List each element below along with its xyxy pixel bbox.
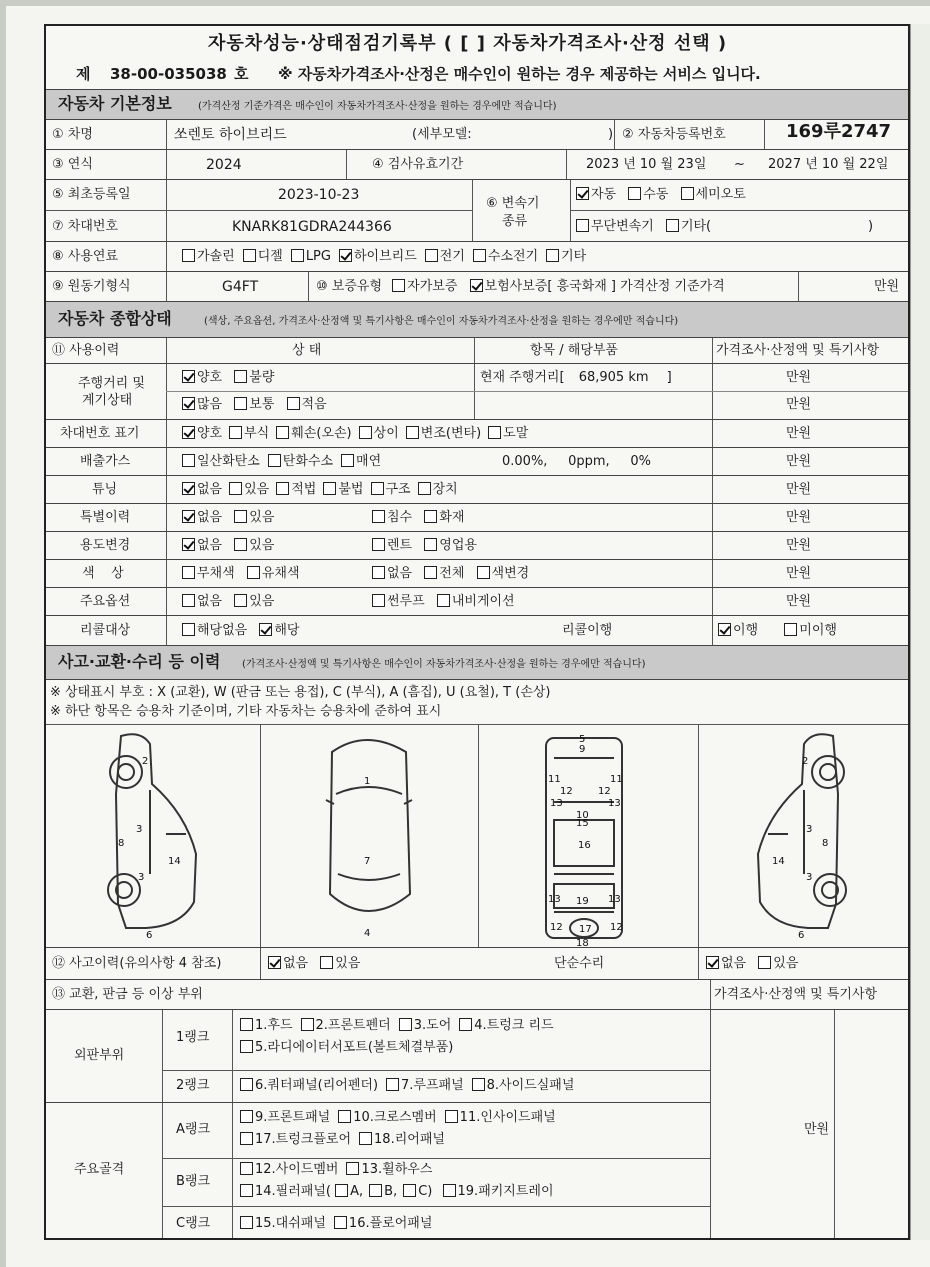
exterior-label: 외판부위 bbox=[74, 1048, 125, 1063]
row-first-reg-vin bbox=[46, 180, 908, 242]
rankA2-option-label: 18.리어패널 bbox=[374, 1132, 445, 1147]
emission-checkbox-1[interactable] bbox=[182, 454, 195, 467]
row-vin-mark bbox=[46, 420, 908, 448]
top-view-car-outline bbox=[330, 740, 410, 911]
rankC-option-label: 16.플로어패널 bbox=[348, 1216, 433, 1231]
rankC-checkbox-1[interactable] bbox=[240, 1216, 253, 1229]
left-rear-wheel bbox=[108, 874, 140, 906]
row-abnormal-header bbox=[46, 980, 908, 1010]
recall-options: 해당없음 해당 bbox=[182, 623, 300, 639]
rent-checkbox[interactable] bbox=[372, 538, 385, 551]
section-accident bbox=[46, 646, 908, 680]
left-diagram-part-number: 6 bbox=[146, 930, 153, 941]
first-reg-label: ⑤ 최초등록일 bbox=[52, 187, 131, 202]
mileage-amount-options: 많음 보통 적음 bbox=[182, 397, 327, 413]
fuel-label: ⑧ 사용연료 bbox=[52, 249, 119, 264]
right-front-wheel bbox=[812, 756, 844, 788]
rank2-option-label: 8.사이드실패널 bbox=[486, 1078, 575, 1093]
rank1-checkbox-4[interactable] bbox=[459, 1018, 472, 1031]
emission-checkbox-3[interactable] bbox=[341, 454, 354, 467]
top-diagram-part-number: 1 bbox=[364, 776, 371, 787]
purpose-won: 만원 bbox=[786, 538, 812, 553]
simple-yes-checkbox[interactable] bbox=[758, 956, 771, 969]
vin-mark-option-label: 변조(변타) bbox=[420, 426, 482, 441]
right-diagram-part-number: 8 bbox=[822, 838, 829, 849]
tuning-checkbox-2[interactable] bbox=[229, 482, 242, 495]
car-name: 쏘렌토 하이브리드 bbox=[174, 127, 287, 143]
section-basic-note: (가격산정 기준가격은 매수인이 자동차가격조사·산정을 원하는 경우에만 적습니다) bbox=[198, 101, 557, 112]
vin-mark-checkbox-3[interactable] bbox=[276, 426, 289, 439]
frame-diagram-part-number: 15 bbox=[576, 818, 589, 829]
section-basic-info bbox=[46, 90, 908, 120]
transmission-row1: 자동 수동 세미오토 bbox=[576, 187, 746, 203]
rank1-checkbox-3[interactable] bbox=[399, 1018, 412, 1031]
section-basic-title: 자동차 기본정보 bbox=[58, 94, 172, 113]
rankB-items-line2: 14.필러패널( A, B, C) 19.패키지트레이 bbox=[240, 1184, 554, 1200]
fuel-checkbox-6[interactable] bbox=[473, 249, 486, 262]
row-tuning bbox=[46, 476, 908, 504]
vin-mark-option-label: 양호 bbox=[197, 426, 223, 441]
tuning-option-label: 불법 bbox=[338, 482, 364, 497]
purpose-yes-checkbox[interactable] bbox=[234, 538, 247, 551]
recall-yes-checkbox[interactable] bbox=[259, 623, 272, 636]
inspection-from: 2023 년 10 월 23일 bbox=[586, 157, 707, 172]
tuning-checkbox-4[interactable] bbox=[323, 482, 336, 495]
purpose-types: 렌트 영업용 bbox=[372, 538, 477, 554]
vin-mark-checkbox-6[interactable] bbox=[488, 426, 501, 439]
rankA-checkbox-2[interactable] bbox=[338, 1110, 351, 1123]
color-change-checkbox[interactable] bbox=[477, 566, 490, 579]
tuning-option-label: 구조 bbox=[385, 482, 411, 497]
mileage-bad-checkbox[interactable] bbox=[234, 370, 247, 383]
col-price: 가격조사·산정액 및 특기사항 bbox=[716, 343, 880, 358]
rank1-label: 1랭크 bbox=[176, 1030, 210, 1045]
rankC-checkbox-2[interactable] bbox=[334, 1216, 347, 1229]
legend-note: ※ 하단 항목은 승용차 기준이며, 기타 자동차는 승용차에 준하여 표시 bbox=[50, 704, 442, 719]
color-options: 무채색 유채색 bbox=[182, 566, 300, 582]
inspection-label: ④ 검사유효기간 bbox=[372, 157, 464, 172]
mileage-normal-checkbox[interactable] bbox=[234, 397, 247, 410]
frame-diagram-part-number: 16 bbox=[578, 840, 591, 851]
vin-mark-option-label: 도말 bbox=[503, 426, 529, 441]
rank2-items bbox=[240, 1078, 582, 1094]
pillar-option-label: B, bbox=[384, 1184, 398, 1199]
sunroof-checkbox[interactable] bbox=[372, 594, 385, 607]
pillar-option-label: A, bbox=[350, 1184, 364, 1199]
vin-mark-option-label: 부식 bbox=[244, 426, 270, 441]
abnormal-label: ⑬ 교환, 판금 등 이상 부위 bbox=[52, 987, 203, 1002]
color-label: 색 상 bbox=[82, 566, 124, 581]
recall-na-checkbox[interactable] bbox=[182, 623, 195, 636]
rank1-checkbox-1[interactable] bbox=[240, 1018, 253, 1031]
history-none-checkbox[interactable] bbox=[268, 956, 281, 969]
fuel-option-label: 디젤 bbox=[257, 249, 283, 264]
emission-option-label: 매연 bbox=[356, 454, 382, 469]
vin-mark-label: 차대번호 표기 bbox=[60, 426, 140, 441]
rank2-option-label: 6.쿼터패널(리어펜더) bbox=[255, 1078, 379, 1093]
rankA-items-line1 bbox=[240, 1110, 564, 1126]
col-item: 항목 / 해당부품 bbox=[530, 343, 618, 358]
row-main-options bbox=[46, 588, 908, 616]
parts-table bbox=[46, 1010, 908, 1238]
section-accident-note: (가격조사·산정액 및 특기사항은 매수인이 자동차가격조사·산정을 원하는 경우에만 적습니다) bbox=[242, 659, 646, 670]
frame-diagram-part-number: 18 bbox=[576, 938, 589, 948]
right-diagram-part-number: 3 bbox=[806, 824, 813, 835]
fuel-checkbox-1[interactable] bbox=[182, 249, 195, 262]
frame-diagram-part-number: 9 bbox=[579, 744, 586, 755]
tuning-option-label: 없음 bbox=[197, 482, 223, 497]
fuel-options bbox=[182, 249, 594, 265]
rankA-option-label: 10.크로스멤버 bbox=[353, 1110, 437, 1125]
left-front-wheel bbox=[110, 756, 142, 788]
emission-values: 0.00%, 0ppm, 0% bbox=[502, 454, 651, 469]
overall-col-header bbox=[46, 338, 908, 364]
rankB-items-line1 bbox=[240, 1162, 440, 1178]
right-diagram-part-number: 14 bbox=[772, 856, 785, 867]
transmission-label-2: 종류 bbox=[502, 214, 528, 229]
tuning-checkbox-1[interactable] bbox=[182, 482, 195, 495]
col-state: 상 태 bbox=[292, 343, 322, 358]
row-mileage bbox=[46, 364, 908, 420]
adjacent-page-edge bbox=[910, 24, 930, 1240]
purpose-options: 없음 있음 bbox=[182, 538, 274, 554]
history-options: 없음 있음 bbox=[268, 956, 360, 972]
right-diagram-part-number: 6 bbox=[798, 930, 805, 941]
flood-checkbox[interactable] bbox=[372, 510, 385, 523]
frame-diagram-part-number: 13 bbox=[550, 798, 563, 809]
emission-option-label: 일산화탄소 bbox=[197, 454, 260, 469]
col-history: ⑪ 사용이력 bbox=[52, 343, 120, 358]
vin-label: ⑦ 차대번호 bbox=[52, 219, 119, 234]
frame-diagram-part-number: 12 bbox=[610, 922, 623, 933]
frame-diagram-part-number: 12 bbox=[550, 922, 563, 933]
frame-label: 주요골격 bbox=[74, 1162, 125, 1177]
recall-label: 리콜대상 bbox=[80, 623, 131, 638]
top-diagram-part-number: 4 bbox=[364, 928, 371, 939]
row-special-history bbox=[46, 504, 908, 532]
warranty-label: ⑩ 보증유형 bbox=[316, 279, 383, 294]
vin-mark-checkbox-5[interactable] bbox=[406, 426, 419, 439]
tuning-option-label: 있음 bbox=[244, 482, 270, 497]
emission-options bbox=[182, 454, 389, 470]
tuning-checkbox-6[interactable] bbox=[418, 482, 431, 495]
form-header bbox=[46, 26, 908, 90]
row-accident-history bbox=[46, 948, 908, 980]
vin-mark-checkbox-1[interactable] bbox=[182, 426, 195, 439]
rank1-option-label: 2.프론트펜더 bbox=[315, 1018, 391, 1033]
vin-mark-option-label: 훼손(오손) bbox=[291, 426, 352, 441]
section-overall-note: (색상, 주요옵션, 가격조사·산정액 및 특기사항은 매수인이 자동차가격조사·산정을 원하는 경우에만 적습니다) bbox=[204, 316, 679, 327]
warranty-row: ⑩ 보증유형 자가보증 보험사보증[ 흥국화재 ] 가격산정 기준가격 bbox=[316, 279, 725, 294]
year: 2024 bbox=[206, 157, 242, 173]
rankC-option-label: 15.대쉬패널 bbox=[255, 1216, 326, 1231]
rankB-option-label: 12.사이드멤버 bbox=[255, 1162, 339, 1177]
fuel-checkbox-5[interactable] bbox=[425, 249, 438, 262]
accident-legend bbox=[46, 680, 908, 724]
rank1-option-label: 1.후드 bbox=[255, 1018, 293, 1033]
legend-symbols: ※ 상태표시 부호 : X (교환), W (판금 또는 용접), C (부식), A (흠집), U (요철), T (손상) bbox=[50, 685, 551, 700]
row-engine bbox=[46, 272, 908, 302]
rank1-checkbox-2[interactable] bbox=[301, 1018, 314, 1031]
special-types: 침수 화재 bbox=[372, 510, 464, 526]
detail-model-label: (세부모델: bbox=[412, 127, 472, 142]
year-label: ③ 연식 bbox=[52, 157, 93, 172]
frame-diagram-part-number: 13 bbox=[608, 798, 621, 809]
form-title: 자동차성능·상태점검기록부 ( [ ] 자동차가격조사·산정 선택 ) bbox=[208, 33, 728, 54]
current-mileage-row: 현재 주행거리[ 68,905 km ] bbox=[480, 370, 672, 385]
vin-mark-options bbox=[182, 426, 535, 442]
chromatic-checkbox[interactable] bbox=[247, 566, 260, 579]
frame-diagram-part-number: 10 bbox=[576, 810, 589, 821]
rankA-label: A랭크 bbox=[176, 1122, 211, 1137]
certificate-number: 38-00-035038 bbox=[110, 65, 227, 83]
mileage-label-2: 계기상태 bbox=[82, 393, 133, 408]
no-label: 제 bbox=[76, 65, 91, 83]
fuel-checkbox-7[interactable] bbox=[546, 249, 559, 262]
parts-won: 만원 bbox=[804, 1122, 830, 1137]
mileage-gauge-options: 양호 불량 bbox=[182, 370, 274, 386]
rank2-checkbox-2[interactable] bbox=[386, 1078, 399, 1091]
abnormal-price-col: 가격조사·산정액 및 특기사항 bbox=[714, 987, 878, 1002]
emission-label: 배출가스 bbox=[80, 454, 131, 469]
frame-diagram-part-number: 12 bbox=[560, 786, 573, 797]
rankA2-checkbox-1[interactable] bbox=[240, 1132, 253, 1145]
left-diagram-part-number: 3 bbox=[136, 824, 143, 835]
section-overall-state bbox=[46, 302, 908, 338]
rankA-option-label: 11.인사이드패널 bbox=[459, 1110, 556, 1125]
special-options: 없음 있음 bbox=[182, 510, 274, 526]
current-mileage: 68,905 km bbox=[578, 370, 649, 385]
mileage-many-checkbox[interactable] bbox=[182, 397, 195, 410]
fuel-checkbox-2[interactable] bbox=[243, 249, 256, 262]
car-diagrams bbox=[46, 724, 908, 948]
simple-none-checkbox[interactable] bbox=[706, 956, 719, 969]
right-rear-wheel bbox=[814, 874, 846, 906]
section-accident-title: 사고·교환·수리 등 이력 bbox=[58, 652, 221, 671]
frame-diagram-part-number: 12 bbox=[598, 786, 611, 797]
tuning-checkbox-5[interactable] bbox=[371, 482, 384, 495]
fuel-checkbox-4[interactable] bbox=[339, 249, 352, 262]
emission-won: 만원 bbox=[786, 454, 812, 469]
rankB-checkbox-2[interactable] bbox=[346, 1162, 359, 1175]
emission-checkbox-2[interactable] bbox=[268, 454, 281, 467]
row-car-name bbox=[46, 120, 908, 150]
section-overall-title: 자동차 종합상태 bbox=[58, 309, 172, 328]
navigation-checkbox[interactable] bbox=[437, 594, 450, 607]
vin-mark-checkbox-4[interactable] bbox=[359, 426, 372, 439]
engine-type: G4FT bbox=[222, 279, 259, 295]
tuning-options bbox=[182, 482, 465, 498]
tuning-option-label: 적법 bbox=[291, 482, 317, 497]
rankA-checkbox-1[interactable] bbox=[240, 1110, 253, 1123]
history-yes-checkbox[interactable] bbox=[320, 956, 333, 969]
rankA-option-label: 9.프론트패널 bbox=[255, 1110, 331, 1125]
inspection-form bbox=[44, 24, 910, 1240]
fuel-option-label: LPG bbox=[305, 249, 331, 264]
fuel-option-label: 수소전기 bbox=[487, 249, 539, 264]
car-diagram-svg bbox=[46, 724, 908, 948]
rankC-items bbox=[240, 1216, 440, 1232]
reg-no: 169루2747 bbox=[786, 121, 892, 142]
tuning-label: 튜닝 bbox=[92, 482, 118, 497]
recall-not-checkbox[interactable] bbox=[784, 623, 797, 636]
engine-label: ⑨ 원동기형식 bbox=[52, 279, 131, 294]
trans-cvt-checkbox[interactable] bbox=[576, 219, 589, 232]
rank1-option-label: 3.도어 bbox=[413, 1018, 452, 1033]
fuel-option-label: 전기 bbox=[439, 249, 465, 264]
rankA-items-line2 bbox=[240, 1132, 453, 1148]
top-diagram-part-number: 7 bbox=[364, 856, 371, 867]
emission-option-label: 탄화수소 bbox=[282, 454, 334, 469]
rankB-label: B랭크 bbox=[176, 1174, 211, 1189]
vin-mark-won: 만원 bbox=[786, 426, 812, 441]
transmission-label-1: ⑥ 변속기 bbox=[486, 196, 540, 211]
mileage-few-checkbox[interactable] bbox=[287, 397, 300, 410]
rank2-option-label: 7.루프패널 bbox=[401, 1078, 464, 1093]
reg-no-label: ② 자동차등록번호 bbox=[622, 127, 726, 142]
rankA-checkbox-3[interactable] bbox=[445, 1110, 458, 1123]
color-none-checkbox[interactable] bbox=[372, 566, 385, 579]
right-diagram-part-number: 2 bbox=[802, 756, 809, 767]
trans-other-checkbox[interactable] bbox=[666, 219, 679, 232]
frame-diagram-part-number: 11 bbox=[548, 774, 561, 785]
rank2-label: 2랭크 bbox=[176, 1078, 210, 1093]
row-emission bbox=[46, 448, 908, 476]
tuning-won: 만원 bbox=[786, 482, 812, 497]
package-tray-checkbox[interactable] bbox=[443, 1184, 456, 1197]
car-name-label: ① 차명 bbox=[52, 127, 93, 142]
left-diagram-part-number: 2 bbox=[142, 756, 149, 767]
vin: KNARK81GDRA244366 bbox=[232, 219, 392, 235]
first-reg-date: 2023-10-23 bbox=[278, 187, 360, 203]
row-fuel bbox=[46, 242, 908, 272]
left-diagram-part-number: 3 bbox=[138, 872, 145, 883]
frame-diagram-part-number: 13 bbox=[608, 894, 621, 905]
rank2-checkbox-1[interactable] bbox=[240, 1078, 253, 1091]
options-label: 주요옵션 bbox=[80, 594, 131, 609]
trans-other-close: ) bbox=[868, 219, 874, 234]
achromatic-checkbox[interactable] bbox=[182, 566, 195, 579]
recall-perf-options: 이행 미이행 bbox=[718, 623, 837, 639]
fuel-option-label: 하이브리드 bbox=[353, 249, 417, 264]
pillar-checkbox-3[interactable] bbox=[403, 1184, 416, 1197]
simple-repair-options: 없음 있음 bbox=[706, 956, 798, 972]
service-notice: ※ 자동차가격조사·산정은 매수인이 원하는 경우 제공하는 서비스 입니다. bbox=[278, 65, 761, 83]
rank1-items-line1 bbox=[240, 1018, 562, 1034]
transmission-row2: 무단변속기 기타( bbox=[576, 219, 711, 235]
frame-diagram-part-number: 13 bbox=[548, 894, 561, 905]
recall-perf-label: 리콜이행 bbox=[562, 623, 613, 638]
row-purpose-change bbox=[46, 532, 908, 560]
trans-auto-checkbox[interactable] bbox=[576, 187, 589, 200]
vin-mark-checkbox-2[interactable] bbox=[229, 426, 242, 439]
options-yes-checkbox[interactable] bbox=[234, 594, 247, 607]
color-won: 만원 bbox=[786, 566, 812, 581]
business-checkbox[interactable] bbox=[424, 538, 437, 551]
purpose-label: 용도변경 bbox=[80, 538, 131, 553]
left-diagram-part-number: 8 bbox=[118, 838, 125, 849]
warranty-self-checkbox[interactable] bbox=[392, 279, 405, 292]
color-change-options: 없음 전체 색변경 bbox=[372, 566, 529, 582]
tuning-option-label: 장치 bbox=[432, 482, 458, 497]
options-none-checkbox[interactable] bbox=[182, 594, 195, 607]
special-yes-checkbox[interactable] bbox=[234, 510, 247, 523]
fire-checkbox[interactable] bbox=[424, 510, 437, 523]
price-basis-won: 만원 bbox=[874, 279, 900, 294]
detail-model-close: ) bbox=[608, 127, 614, 142]
frame-diagram-part-number: 5 bbox=[579, 734, 586, 745]
warranty-insurer-checkbox[interactable] bbox=[470, 279, 483, 292]
rankA2-checkbox-2[interactable] bbox=[359, 1132, 372, 1145]
options-won: 만원 bbox=[786, 594, 812, 609]
color-whole-checkbox[interactable] bbox=[424, 566, 437, 579]
rank1-option-label: 4.트렁크 리드 bbox=[474, 1018, 554, 1033]
rankB-checkbox-1[interactable] bbox=[240, 1162, 253, 1175]
purpose-none-checkbox[interactable] bbox=[182, 538, 195, 551]
simple-repair-label: 단순수리 bbox=[554, 956, 605, 971]
frame-diagram-part-number: 19 bbox=[576, 896, 589, 907]
inspection-to: 2027 년 10 월 22일 bbox=[768, 157, 889, 172]
rank1-items-line2: 5.라디에이터서포트(볼트체결부품) bbox=[240, 1040, 453, 1056]
trans-manual-checkbox[interactable] bbox=[628, 187, 641, 200]
options-types: 썬루프 내비게이션 bbox=[372, 594, 515, 610]
rankC-label: C랭크 bbox=[176, 1216, 211, 1231]
rank2-checkbox-3[interactable] bbox=[472, 1078, 485, 1091]
row-color bbox=[46, 560, 908, 588]
left-diagram-part-number: 14 bbox=[168, 856, 181, 867]
rankA2-option-label: 17.트렁크플로어 bbox=[255, 1132, 352, 1147]
inspection-tilde: ~ bbox=[734, 157, 745, 172]
pillar-panel-checkbox[interactable] bbox=[240, 1184, 253, 1197]
tuning-checkbox-3[interactable] bbox=[276, 482, 289, 495]
mileage-label-1: 주행거리 및 bbox=[78, 376, 145, 391]
rankB-option-label: 13.휠하우스 bbox=[361, 1162, 433, 1177]
pillar-checkbox-2[interactable] bbox=[369, 1184, 382, 1197]
radiator-support-checkbox[interactable] bbox=[240, 1040, 253, 1053]
right-diagram-part-number: 3 bbox=[806, 872, 813, 883]
recall-done-checkbox[interactable] bbox=[718, 623, 731, 636]
fuel-option-label: 기타 bbox=[561, 249, 587, 264]
special-label: 특별이력 bbox=[80, 510, 131, 525]
special-won: 만원 bbox=[786, 510, 812, 525]
options-presence: 없음 있음 bbox=[182, 594, 274, 610]
row-recall bbox=[46, 616, 908, 646]
mileage-won-1: 만원 bbox=[786, 370, 812, 385]
special-none-checkbox[interactable] bbox=[182, 510, 195, 523]
frame-diagram-part-number: 17 bbox=[579, 924, 592, 935]
vin-mark-option-label: 상이 bbox=[373, 426, 399, 441]
frame-diagram-part-number: 11 bbox=[610, 774, 623, 785]
mileage-won-2: 만원 bbox=[786, 397, 812, 412]
fuel-checkbox-3[interactable] bbox=[291, 249, 304, 262]
pillar-checkbox-1[interactable] bbox=[335, 1184, 348, 1197]
pillar-option-label: C) bbox=[418, 1184, 433, 1199]
history-label: ⑫ 사고이력(유의사항 4 참조) bbox=[52, 956, 222, 971]
mileage-good-checkbox[interactable] bbox=[182, 370, 195, 383]
row-year bbox=[46, 150, 908, 180]
no-suffix: 호 bbox=[234, 65, 249, 83]
fuel-option-label: 가솔린 bbox=[197, 249, 235, 264]
trans-semi-checkbox[interactable] bbox=[681, 187, 694, 200]
